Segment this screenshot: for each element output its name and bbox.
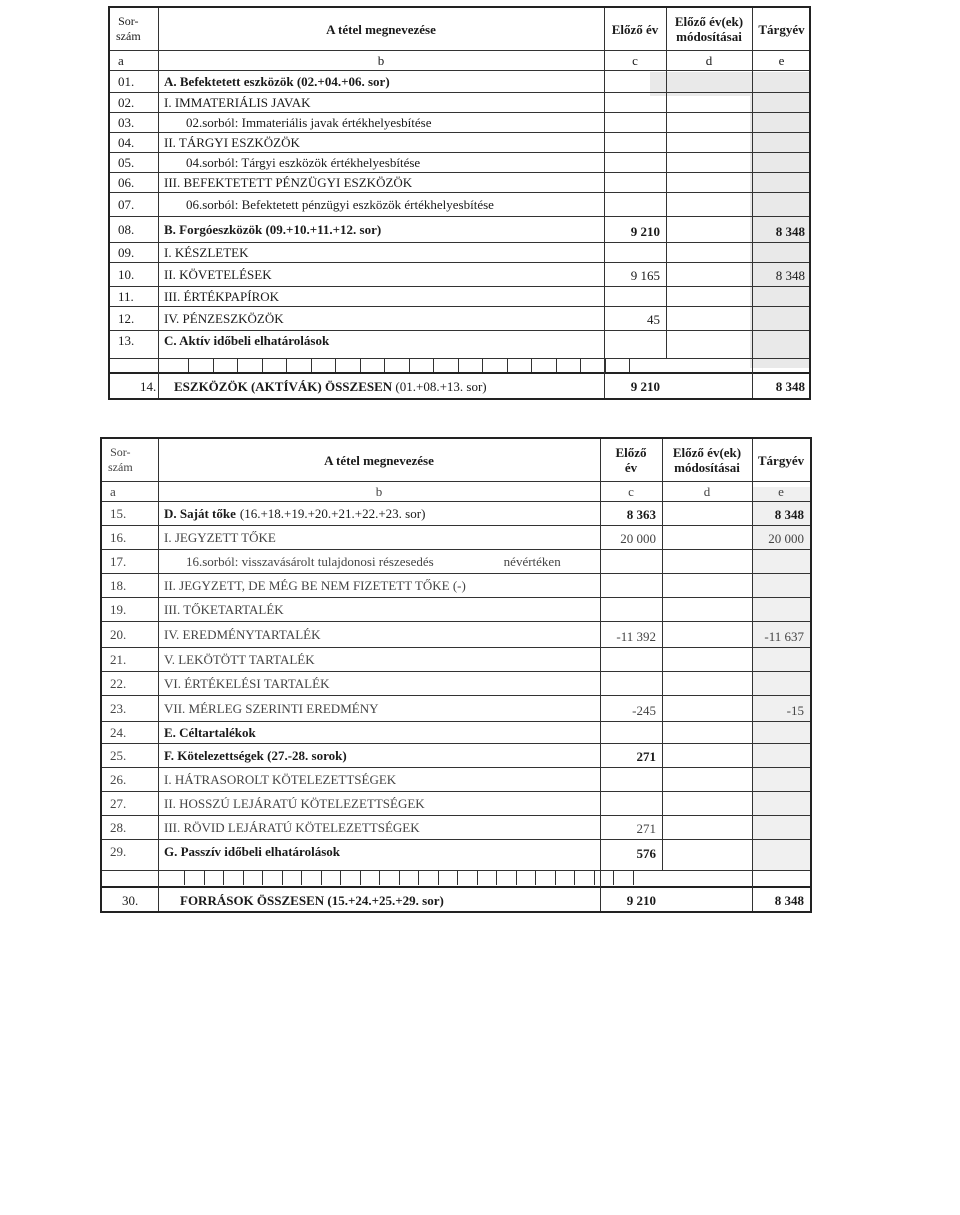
table-row xyxy=(102,721,810,743)
prev-year-value xyxy=(600,550,662,573)
row-name xyxy=(158,133,604,152)
row-name-text: D. Saját tőke xyxy=(164,505,236,521)
ruler-tick xyxy=(384,359,385,373)
curr-year-value xyxy=(752,598,810,621)
ruler-tick xyxy=(418,871,419,885)
prev-year-header: Előző év xyxy=(615,445,647,475)
row-number: 08. xyxy=(118,221,135,237)
curr-year-value xyxy=(752,307,811,330)
prev-year-value xyxy=(604,287,666,306)
row-number: 26. xyxy=(110,771,127,787)
row-name xyxy=(158,173,604,192)
prev-year-value: 576 xyxy=(636,846,656,861)
ruler-tick xyxy=(613,871,614,885)
row-name-text: III. BEFEKTETETT PÉNZÜGYI ESZKÖZÖK xyxy=(164,174,413,190)
ruler-tick xyxy=(360,871,361,885)
ruler-tick xyxy=(311,359,312,373)
row-name-text: 16.sorból: visszavásárolt tulajdonosi részesedés xyxy=(186,553,434,569)
curr-year-value xyxy=(752,173,811,192)
total-curr-value: 8 348 xyxy=(774,892,804,908)
table-row xyxy=(102,671,810,695)
row-name xyxy=(158,744,600,767)
total-row-name xyxy=(158,374,604,400)
ruler-tick xyxy=(204,871,205,885)
row-number: 03. xyxy=(118,114,135,130)
curr-year-value xyxy=(752,792,810,815)
table-row xyxy=(110,242,809,262)
ruler-tick xyxy=(458,359,459,373)
row-number: 07. xyxy=(118,196,135,212)
table-row xyxy=(102,695,810,721)
prev-year-value: 271 xyxy=(636,749,656,764)
curr-year-value xyxy=(752,113,811,132)
prev-year-value xyxy=(600,792,662,815)
table-row xyxy=(110,262,809,286)
curr-year-value xyxy=(752,331,811,350)
assets-table xyxy=(108,6,811,400)
ruler-tick xyxy=(555,871,556,885)
ruler-tick xyxy=(433,359,434,373)
liabilities-tick-row xyxy=(102,870,810,886)
liabilities-total-row xyxy=(102,886,810,913)
prev-year-value xyxy=(604,193,666,216)
table-row xyxy=(102,839,810,864)
row-number: 16. xyxy=(110,529,127,545)
col-divider xyxy=(600,439,601,911)
row-name-text: IV. EREDMÉNYTARTALÉK xyxy=(164,626,321,642)
row-name-text: G. Passzív időbeli elhatárolások xyxy=(164,844,340,859)
ruler-tick xyxy=(507,359,508,373)
row-name-text: E. Céltartalékok xyxy=(164,724,256,740)
table-row xyxy=(110,192,809,216)
total-prev-value: 9 210 xyxy=(630,379,660,394)
ruler-tick xyxy=(633,871,634,885)
row-number: 06. xyxy=(118,174,135,190)
assets-letter-row xyxy=(110,50,809,70)
curr-year-value: -11 637 xyxy=(764,629,804,644)
row-name-text: II. KÖVETELÉSEK xyxy=(164,266,272,282)
table-row xyxy=(102,573,810,597)
row-name-text: III. ÉRTÉKPAPÍROK xyxy=(164,288,280,304)
row-name xyxy=(158,672,600,695)
row-number: 17. xyxy=(110,553,127,569)
prev-year-value xyxy=(604,133,666,152)
row-name-text: 02.sorból: Immateriális javak értékhelyesbítése xyxy=(186,114,432,130)
row-name xyxy=(158,722,600,743)
row-name xyxy=(158,263,604,286)
ruler-tick xyxy=(629,359,630,373)
row-name xyxy=(158,816,600,839)
assets-tick-row xyxy=(110,358,809,372)
table-row xyxy=(110,330,809,350)
row-number: 28. xyxy=(110,819,127,835)
ruler-tick xyxy=(496,871,497,885)
prev-year-value xyxy=(604,153,666,172)
table-row xyxy=(110,112,809,132)
ruler-tick xyxy=(438,871,439,885)
row-number: 12. xyxy=(118,310,135,326)
ruler-tick xyxy=(580,359,581,373)
ruler-tick xyxy=(301,871,302,885)
row-number: 05. xyxy=(118,154,135,170)
row-name xyxy=(158,193,604,216)
name-header: A tétel megnevezése xyxy=(324,452,434,468)
col-divider xyxy=(604,8,605,398)
row-number: 29. xyxy=(110,844,127,859)
row-number: 27. xyxy=(110,795,127,811)
curr-year-value: 8 348 xyxy=(775,268,805,283)
curr-year-value: 20 000 xyxy=(768,531,804,546)
letter-b: b xyxy=(377,53,385,68)
total-row-name: FORRÁSOK ÖSSZESEN (15.+24.+25.+29. sor) xyxy=(180,892,444,908)
ruler-tick xyxy=(213,359,214,373)
prev-year-value xyxy=(604,71,666,92)
prev-year-value: -11 392 xyxy=(616,629,656,644)
row-name-text: II. HOSSZÚ LEJÁRATÚ KÖTELEZETTSÉGEK xyxy=(164,795,425,811)
row-number: 22. xyxy=(110,675,127,691)
curr-year-header: Tárgyév xyxy=(758,21,805,37)
row-name-text: I. IMMATERIÁLIS JAVAK xyxy=(164,94,311,110)
row-name xyxy=(158,93,604,112)
ruler-tick xyxy=(574,871,575,885)
prev-year-value xyxy=(604,113,666,132)
curr-year-value xyxy=(752,840,810,864)
prev-year-value: 8 363 xyxy=(626,507,656,522)
row-name xyxy=(158,526,600,549)
prev-year-value xyxy=(600,672,662,695)
liabilities-table xyxy=(100,437,812,913)
row-name-text: V. LEKÖTÖTT TARTALÉK xyxy=(164,651,315,667)
curr-year-value xyxy=(752,287,811,306)
letter-d: d xyxy=(703,484,711,499)
ruler-tick xyxy=(399,871,400,885)
row-name-text: III. TŐKETARTALÉK xyxy=(164,601,284,617)
row-name-text: B. Forgóeszközök (09.+10.+11.+12. sor) xyxy=(164,221,382,237)
table-row xyxy=(110,286,809,306)
row-name xyxy=(158,696,600,721)
prev-year-value xyxy=(604,173,666,192)
table-row xyxy=(110,306,809,330)
row-name-text: III. RÖVID LEJÁRATÚ KÖTELEZETTSÉGEK xyxy=(164,819,420,835)
table-row xyxy=(102,815,810,839)
curr-year-value: 8 348 xyxy=(774,507,804,522)
table-row xyxy=(102,767,810,791)
col-divider xyxy=(662,439,663,870)
total-curr-value: 8 348 xyxy=(775,379,805,394)
prev-year-value: -245 xyxy=(632,703,656,718)
col-divider xyxy=(752,8,753,398)
row-number: 25. xyxy=(110,747,127,763)
curr-year-value xyxy=(752,768,810,791)
curr-year-value xyxy=(752,133,811,152)
row-name xyxy=(158,574,600,597)
row-name-text: F. Kötelezettségek (27.-28. sorok) xyxy=(164,747,347,763)
row-number: 23. xyxy=(110,700,127,716)
row-number: 10. xyxy=(118,266,135,282)
ruler-tick xyxy=(282,871,283,885)
ruler-tick xyxy=(184,871,185,885)
col-divider xyxy=(752,439,753,911)
curr-year-value xyxy=(752,672,810,695)
ruler-tick xyxy=(535,871,536,885)
ruler-tick xyxy=(379,871,380,885)
ruler-tick xyxy=(594,871,595,885)
row-extra-note: névértéken xyxy=(503,553,561,569)
curr-year-value xyxy=(752,648,810,671)
row-name xyxy=(158,287,604,306)
row-number: 15. xyxy=(110,505,127,521)
table-row xyxy=(110,172,809,192)
row-name xyxy=(158,550,600,573)
table-row xyxy=(102,525,810,549)
total-row-title: ESZKÖZÖK (AKTÍVÁK) ÖSSZESEN xyxy=(174,379,393,394)
ruler-tick xyxy=(482,359,483,373)
row-name xyxy=(158,217,604,242)
prev-year-header: Előző év xyxy=(611,21,659,37)
liabilities-letter-row xyxy=(102,481,810,501)
ruler-tick xyxy=(531,359,532,373)
curr-year-value xyxy=(752,816,810,839)
letter-e: e xyxy=(778,484,784,499)
row-name-text: I. JEGYZETT TŐKE xyxy=(164,529,276,545)
row-name xyxy=(158,648,600,671)
num-header: Sor- szám xyxy=(108,445,133,474)
col-divider xyxy=(158,8,159,398)
curr-year-value xyxy=(752,153,811,172)
ruler-tick xyxy=(243,871,244,885)
row-name xyxy=(158,502,600,525)
row-name-text: VII. MÉRLEG SZERINTI EREDMÉNY xyxy=(164,700,379,716)
row-name xyxy=(158,622,600,647)
letter-e: e xyxy=(778,53,785,68)
ruler-tick xyxy=(477,871,478,885)
ruler-tick xyxy=(188,359,189,373)
curr-year-value xyxy=(752,71,811,92)
row-name-text: IV. PÉNZESZKÖZÖK xyxy=(164,310,284,326)
row-name xyxy=(158,243,604,262)
ruler-tick xyxy=(286,359,287,373)
ruler-tick xyxy=(335,359,336,373)
table-row xyxy=(110,152,809,172)
row-name-text: II. TÁRGYI ESZKÖZÖK xyxy=(164,134,300,150)
prev-year-value xyxy=(600,648,662,671)
prev-year-value xyxy=(600,768,662,791)
curr-year-value: -15 xyxy=(786,703,804,718)
row-name xyxy=(158,792,600,815)
ruler-tick xyxy=(409,359,410,373)
prev-year-value xyxy=(604,93,666,112)
liabilities-header-row xyxy=(102,439,810,481)
row-number: 09. xyxy=(118,244,135,260)
curr-year-value xyxy=(752,193,811,216)
table-row xyxy=(110,132,809,152)
letter-a: a xyxy=(110,483,116,499)
prev-year-value: 45 xyxy=(647,312,660,327)
row-name xyxy=(158,153,604,172)
row-name-text: 04.sorból: Tárgyi eszközök értékhelyesbítése xyxy=(186,154,421,170)
ruler-tick xyxy=(321,871,322,885)
total-prev-value: 9 210 xyxy=(626,892,656,908)
ruler-tick xyxy=(360,359,361,373)
total-row-number: 30. xyxy=(122,892,139,908)
curr-year-value xyxy=(752,722,810,743)
table-row xyxy=(110,92,809,112)
table-row xyxy=(102,791,810,815)
total-row-number: 14. xyxy=(140,379,157,394)
row-number: 01. xyxy=(118,73,135,89)
letter-d: d xyxy=(705,53,713,68)
curr-year-value xyxy=(752,550,810,573)
row-name-text: VI. ÉRTÉKELÉSI TARTALÉK xyxy=(164,675,330,691)
row-name xyxy=(158,331,604,350)
curr-year-value xyxy=(752,744,810,767)
table-row xyxy=(102,597,810,621)
row-number: 02. xyxy=(118,94,135,110)
prev-year-value xyxy=(604,331,666,350)
table-row xyxy=(102,621,810,647)
row-number: 04. xyxy=(118,134,135,150)
table-row xyxy=(102,501,810,525)
total-row-formula: (01.+08.+13. sor) xyxy=(395,379,487,394)
row-name xyxy=(158,768,600,791)
letter-a: a xyxy=(118,52,124,68)
ruler-tick xyxy=(223,871,224,885)
row-name xyxy=(158,840,600,864)
row-name-text: C. Aktív időbeli elhatárolások xyxy=(164,332,330,348)
prev-year-value: 9 210 xyxy=(630,224,660,239)
row-name xyxy=(158,113,604,132)
modifications-header: Előző év(ek) módosításai xyxy=(674,14,744,44)
prev-year-value: 9 165 xyxy=(630,268,660,283)
letter-b: b xyxy=(375,484,383,499)
col-divider xyxy=(666,8,667,358)
row-name-text: 06.sorból: Befektetett pénzügyi eszközök értékhelyesbítése xyxy=(186,196,494,212)
row-name-text: I. KÉSZLETEK xyxy=(164,244,249,260)
prev-year-value: 271 xyxy=(636,821,656,836)
assets-total-row xyxy=(110,372,809,400)
row-name-text: I. HÁTRASOROLT KÖTELEZETTSÉGEK xyxy=(164,771,397,787)
ruler-tick xyxy=(262,359,263,373)
curr-year-value: 8 348 xyxy=(775,224,805,239)
num-header: Sor- szám xyxy=(116,14,141,43)
ruler-tick xyxy=(237,359,238,373)
ruler-tick xyxy=(340,871,341,885)
row-number: 11. xyxy=(118,288,134,304)
prev-year-value: 20 000 xyxy=(620,531,656,546)
row-name-text: II. JEGYZETT, DE MÉG BE NEM FIZETETT TŐKE (-) xyxy=(164,577,466,593)
row-number: 18. xyxy=(110,577,127,593)
row-number: 19. xyxy=(110,601,127,617)
table-row xyxy=(110,70,809,92)
row-formula: (16.+18.+19.+20.+21.+22.+23. sor) xyxy=(239,505,426,521)
row-name-text: A. Befektetett eszközök (02.+04.+06. sor) xyxy=(164,73,390,89)
row-name xyxy=(158,307,604,330)
curr-year-value xyxy=(752,93,811,112)
modifications-header: Előző év(ek) módosításai xyxy=(672,445,742,475)
col-divider xyxy=(158,439,159,911)
row-number: 13. xyxy=(118,332,135,348)
row-name xyxy=(158,71,604,92)
letter-c: c xyxy=(632,53,638,68)
letter-c: c xyxy=(628,484,634,499)
row-number: 20. xyxy=(110,626,127,642)
prev-year-value xyxy=(604,243,666,262)
prev-year-value xyxy=(600,598,662,621)
table-row xyxy=(110,216,809,242)
curr-year-value xyxy=(752,243,811,262)
row-number: 24. xyxy=(110,724,127,740)
assets-header-row xyxy=(110,8,809,50)
prev-year-value xyxy=(600,574,662,597)
name-header: A tétel megnevezése xyxy=(326,21,436,37)
row-number: 21. xyxy=(110,651,127,667)
curr-year-value xyxy=(752,574,810,597)
ruler-tick xyxy=(556,359,557,373)
table-row xyxy=(102,549,810,573)
table-row xyxy=(102,743,810,767)
ruler-tick xyxy=(457,871,458,885)
ruler-tick xyxy=(262,871,263,885)
curr-year-header: Tárgyév xyxy=(757,452,805,468)
table-row xyxy=(102,647,810,671)
ruler-tick xyxy=(516,871,517,885)
prev-year-value xyxy=(600,722,662,743)
row-name xyxy=(158,598,600,621)
